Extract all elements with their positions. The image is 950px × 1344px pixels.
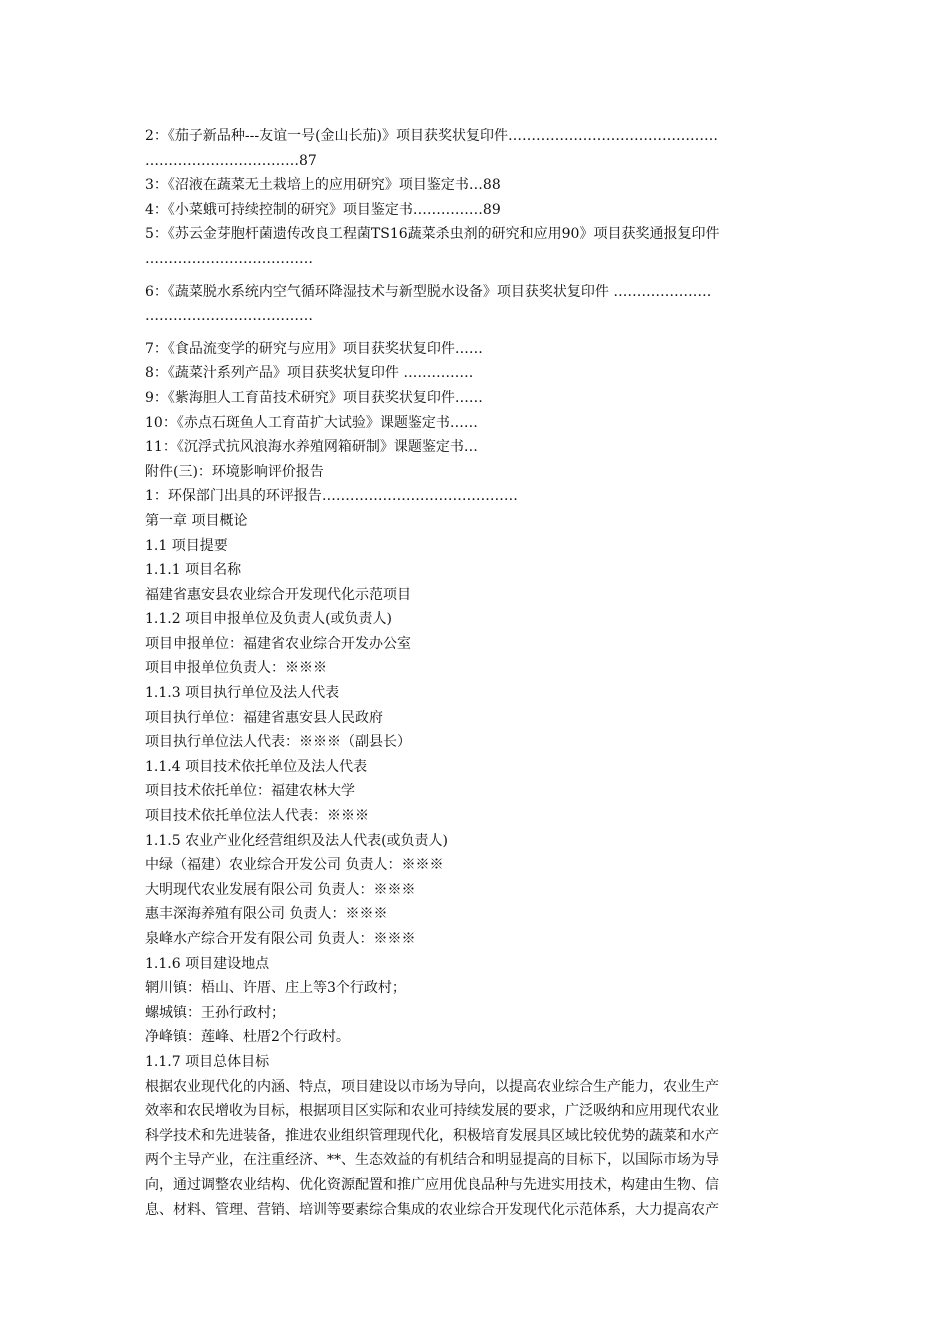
toc-entry-6-continuation: ……………………………… (145, 308, 313, 325)
subsection-heading: 1.1.4 项目技术依托单位及法人代表 (145, 758, 368, 775)
body-line: 螺城镇：王孙行政村； (145, 1004, 285, 1021)
body-line: 项目申报单位：福建省农业综合开发办公室 (145, 635, 411, 652)
document-body (145, 124, 807, 1222)
toc-entry-2-continuation: ……………………………87 (145, 152, 317, 169)
body-line: 大明现代农业发展有限公司 负责人：※※※ (145, 881, 416, 898)
body-line: 福建省惠安县农业综合开发现代化示范项目 (145, 586, 411, 603)
toc-entry-9: 9：《紫海胆人工育苗技术研究》项目获奖状复印件…… (145, 389, 483, 406)
toc-entry-10: 10：《赤点石斑鱼人工育苗扩大试验》课题鉴定书…… (145, 414, 478, 431)
body-line: 项目执行单位法人代表：※※※（副县长） (145, 734, 411, 751)
body-line: 项目技术依托单位：福建农林大学 (145, 783, 355, 800)
subsection-heading: 1.1.7 项目总体目标 (145, 1053, 270, 1070)
body-line: 项目执行单位：福建省惠安县人民政府 (145, 709, 383, 726)
toc-entry-2: 2：《茄子新品种---友谊一号(金山长茄)》项目获奖状复印件……………………………………… (145, 128, 719, 144)
toc-entry-3: 3：《沼液在蔬菜无土栽培上的应用研究》项目鉴定书…88 (145, 177, 501, 194)
appendix-entry-1: 1：环保部门出具的环评报告…………………………………… (145, 488, 518, 505)
toc-entry-8: 8：《蔬菜汁系列产品》项目获奖状复印件 …………… (145, 365, 474, 382)
toc-entry-4: 4：《小菜蛾可持续控制的研究》项目鉴定书……………89 (145, 201, 501, 218)
body-line: 辋川镇：梧山、许厝、庄上等3个行政村； (145, 980, 406, 997)
body-line: 惠丰深海养殖有限公司 负责人：※※※ (145, 906, 388, 923)
section-heading: 1.1 项目提要 (145, 537, 228, 554)
paragraph-line: 根据农业现代化的内涵、特点，项目建设以市场为导向，以提高农业综合生产能力，农业生产 (145, 1078, 719, 1095)
toc-entry-7: 7：《食品流变学的研究与应用》项目获奖状复印件…… (145, 340, 483, 357)
body-line: 泉峰水产综合开发有限公司 负责人：※※※ (145, 931, 416, 947)
toc-entry-5-continuation: ……………………………… (145, 250, 313, 267)
subsection-heading: 1.1.6 项目建设地点 (145, 955, 270, 972)
body-line: 项目申报单位负责人：※※※ (145, 660, 327, 677)
paragraph-line: 科学技术和先进装备，推进农业组织管理现代化，积极培育发展具区域比较优势的蔬菜和水产 (145, 1127, 719, 1144)
body-line: 净峰镇：莲峰、杜厝2个行政村。 (145, 1029, 350, 1046)
paragraph-line: 息、材料、管理、营销、培训等要素综合集成的农业综合开发现代化示范体系，大力提高农产 (145, 1201, 719, 1218)
body-line: 项目技术依托单位法人代表：※※※ (145, 808, 369, 825)
spacer (145, 329, 807, 337)
toc-entry-5: 5：《苏云金芽胞杆菌遗传改良工程菌TS16蔬菜杀虫剂的研究和应用90》项目获奖通报复印件 (145, 226, 720, 243)
paragraph-line: 向，通过调整农业结构、优化资源配置和推广应用优良品种与先进实用技术，构建由生物、信 (145, 1176, 719, 1193)
subsection-heading: 1.1.3 项目执行单位及法人代表 (145, 685, 340, 702)
body-line: 中绿（福建）农业综合开发公司 负责人：※※※ (145, 857, 444, 874)
subsection-heading: 1.1.5 农业产业化经营组织及法人代表(或负责人) (145, 832, 448, 849)
subsection-heading: 1.1.2 项目申报单位及负责人(或负责人) (145, 611, 392, 628)
paragraph-line: 效率和农民增收为目标，根据项目区实际和农业可持续发展的要求，广泛吸纳和应用现代农业 (145, 1103, 719, 1120)
spacer (145, 272, 807, 280)
subsection-heading: 1.1.1 项目名称 (145, 562, 242, 579)
toc-entry-11: 11：《沉浮式抗风浪海水养殖网箱研制》课题鉴定书… (145, 439, 478, 456)
chapter-title: 第一章 项目概论 (145, 512, 248, 529)
paragraph-line: 两个主导产业，在注重经济、**、生态效益的有机结合和明显提高的目标下，以国际市场为导 (145, 1152, 719, 1169)
toc-entry-6: 6：《蔬菜脱水系统内空气循环降湿技术与新型脱水设备》项目获奖状复印件 ………………… (145, 283, 712, 300)
appendix-heading: 附件(三)：环境影响评价报告 (145, 463, 324, 480)
